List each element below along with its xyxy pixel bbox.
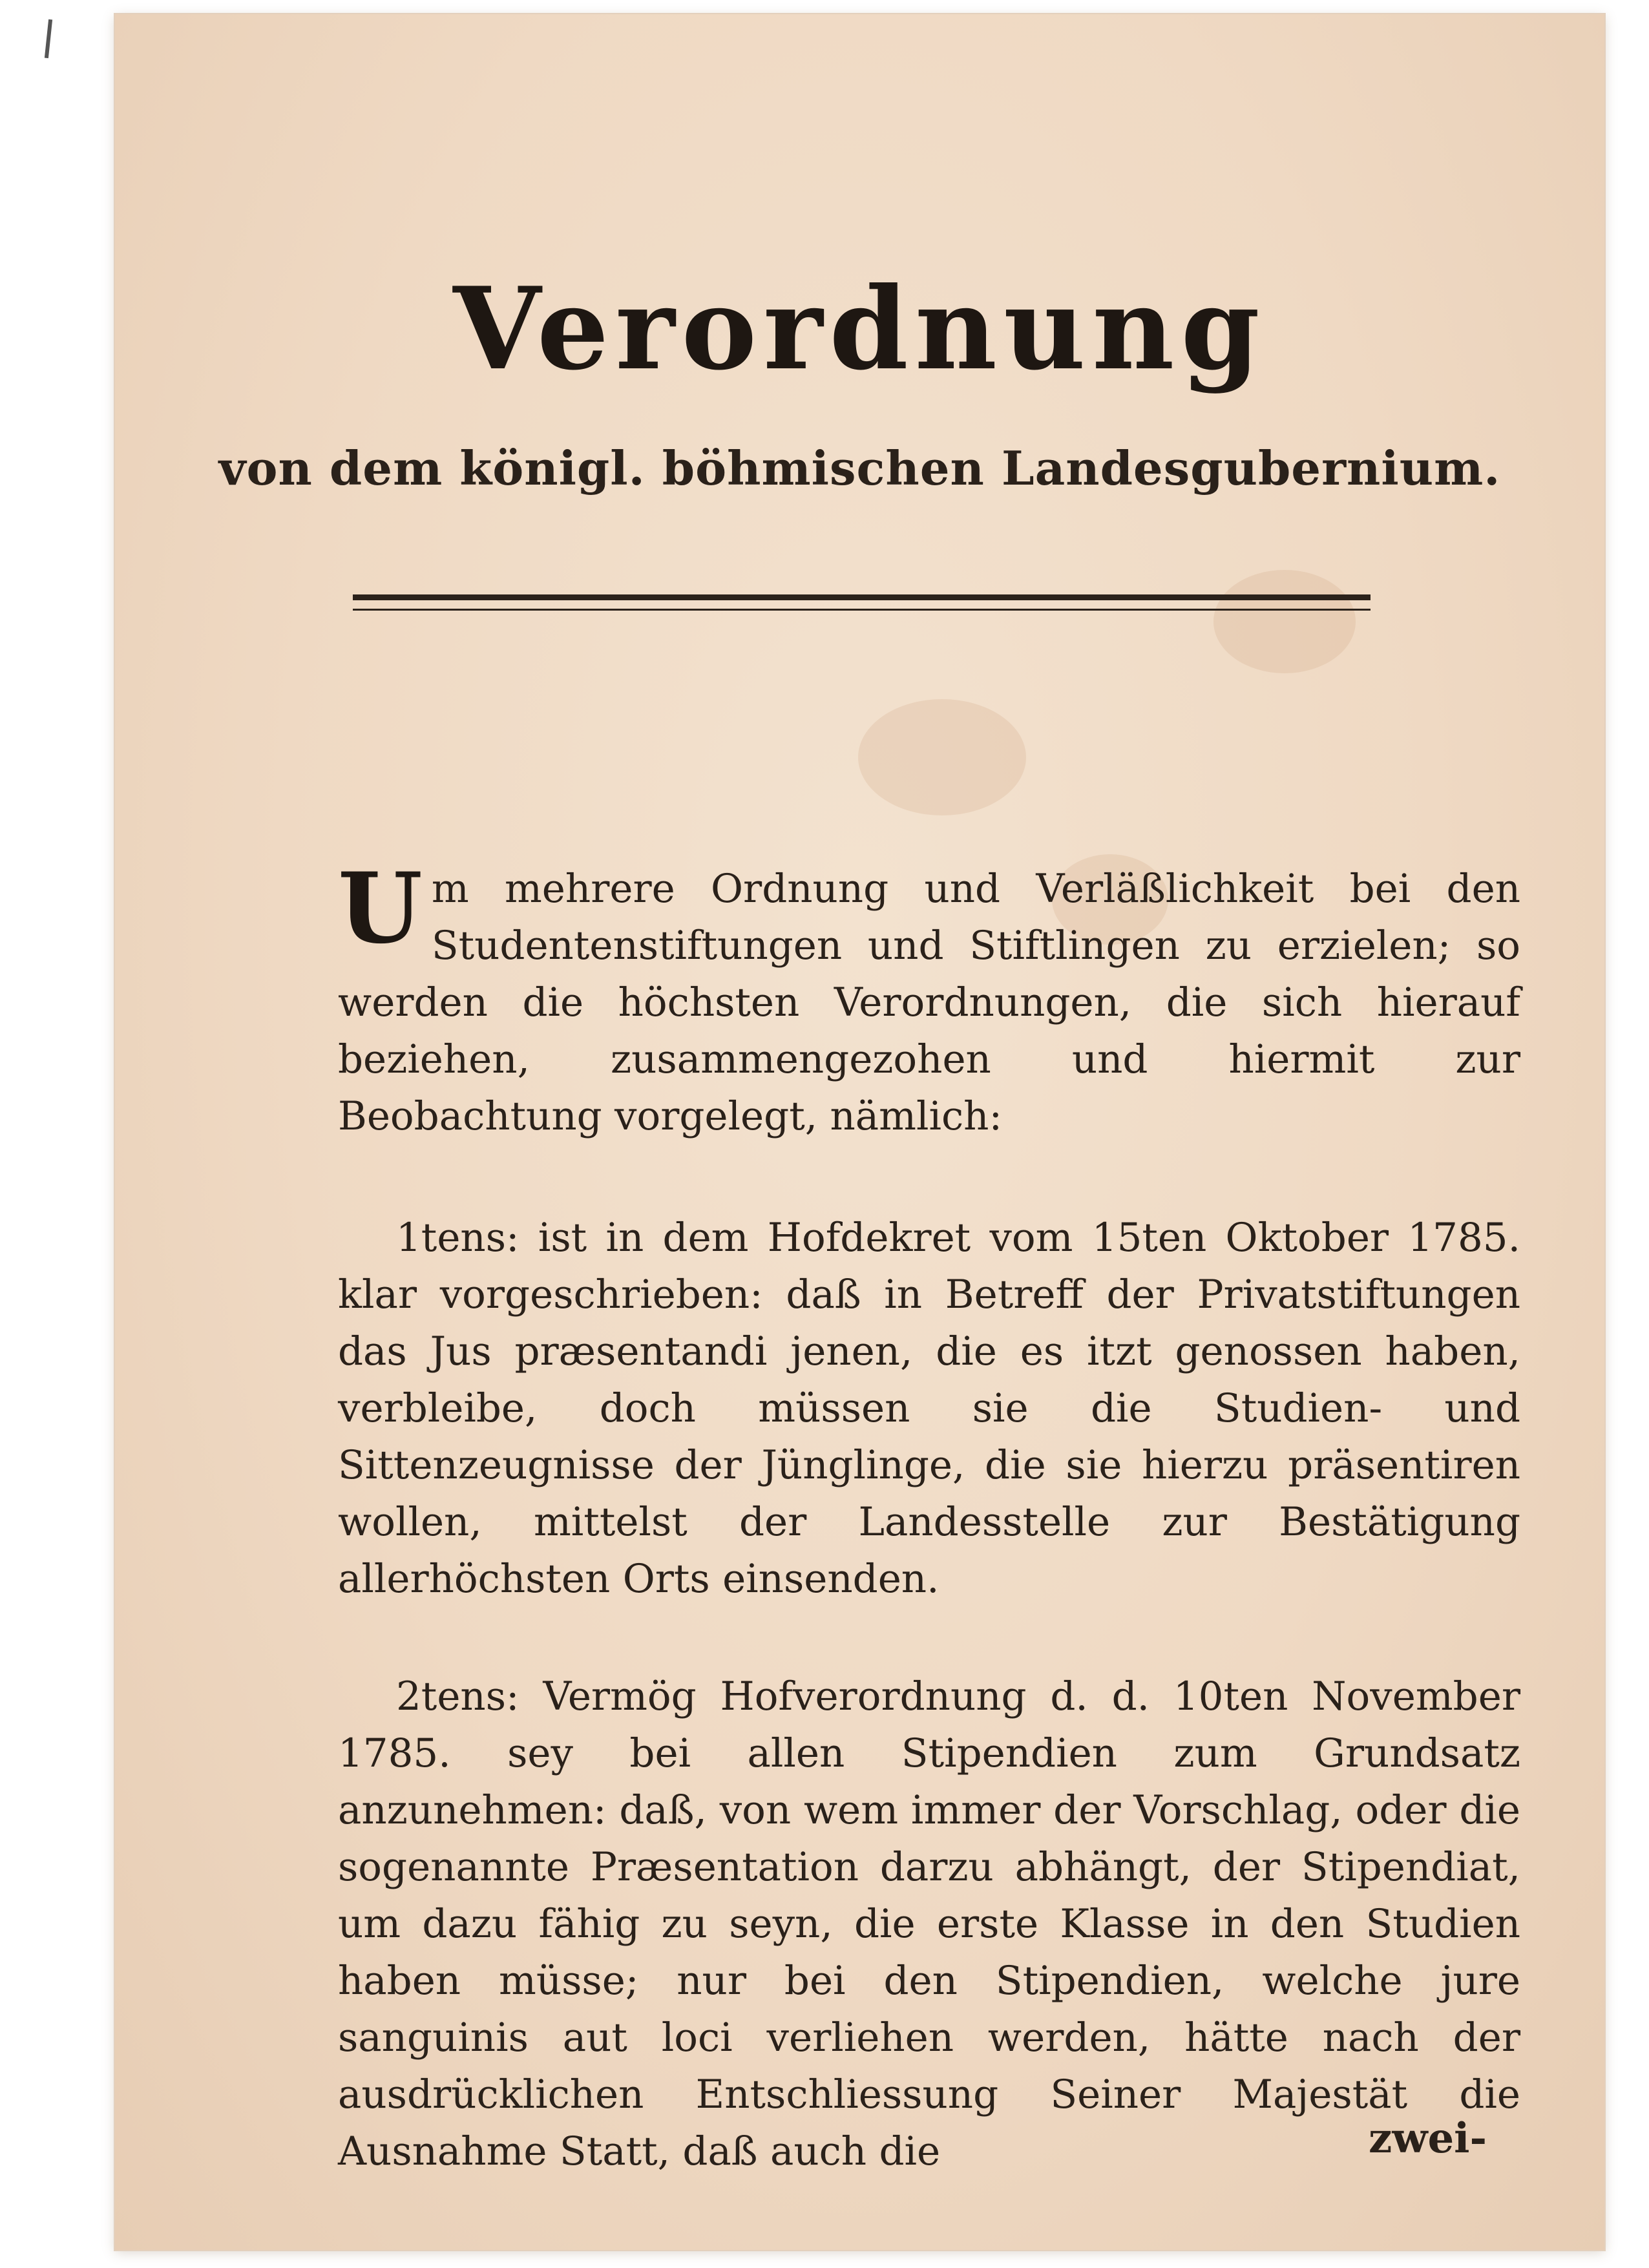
document-subtitle: von dem königl. böhmischen Landesgubernium. (218, 441, 1501, 496)
paragraph-2: 2tens: Vermög Hofverordnung d. d. 10ten November 1785. sey bei allen Stipendien zum Grundsatz anzunehmen: daß, von wem immer der Vorschlag, oder die sogenannte Præsentation darzu abhängt, der Stipendiat, um dazu fähig zu seyn, die erste Klasse in den Studien haben müsse; nur bei den Stipendien, welche jure sanguinis aut loci verliehen werden, hätte nach der ausdrücklichen Entschliessung Seiner Majestät die Ausnahme Statt, daß auch die (338, 1674, 1520, 2174)
document-title: Verordnung (453, 263, 1266, 395)
title-rule-thin (353, 609, 1371, 611)
paper-stain (1213, 570, 1356, 673)
intro-paragraph (338, 852, 1520, 1145)
margin-pencil-mark (45, 19, 52, 58)
paragraph-1: 1tens: ist in dem Hofdekret vom 15ten Oktober 1785. klar vorgeschrieben: daß in Betreff der Privatstiftungen das Jus præsentandi jenen, die es itzt genossen haben, verbleibe, doch müssen sie die Studien- und Sittenzeugnisse der Jünglinge, die sie hierzu präsentiren wollen, mittelst der Landesstelle zur Bestätigung allerhöchsten Orts einsenden. (338, 1215, 1520, 1602)
drop-cap: U (338, 852, 423, 965)
paper-stain (858, 699, 1026, 815)
catchword: zwei- (1369, 2114, 1487, 2163)
document-page (115, 14, 1604, 2250)
title-rule-thick (353, 594, 1371, 600)
intro-text: m mehrere Ordnung und Verläßlichkeit bei den Studentenstiftungen und Stiftlingen zu erzielen; so werden die höchsten Verordnungen, die sich hierauf beziehen, zusammengezohen und hiermit zur Beobachtung vorgelegt, nämlich: (338, 866, 1520, 1139)
